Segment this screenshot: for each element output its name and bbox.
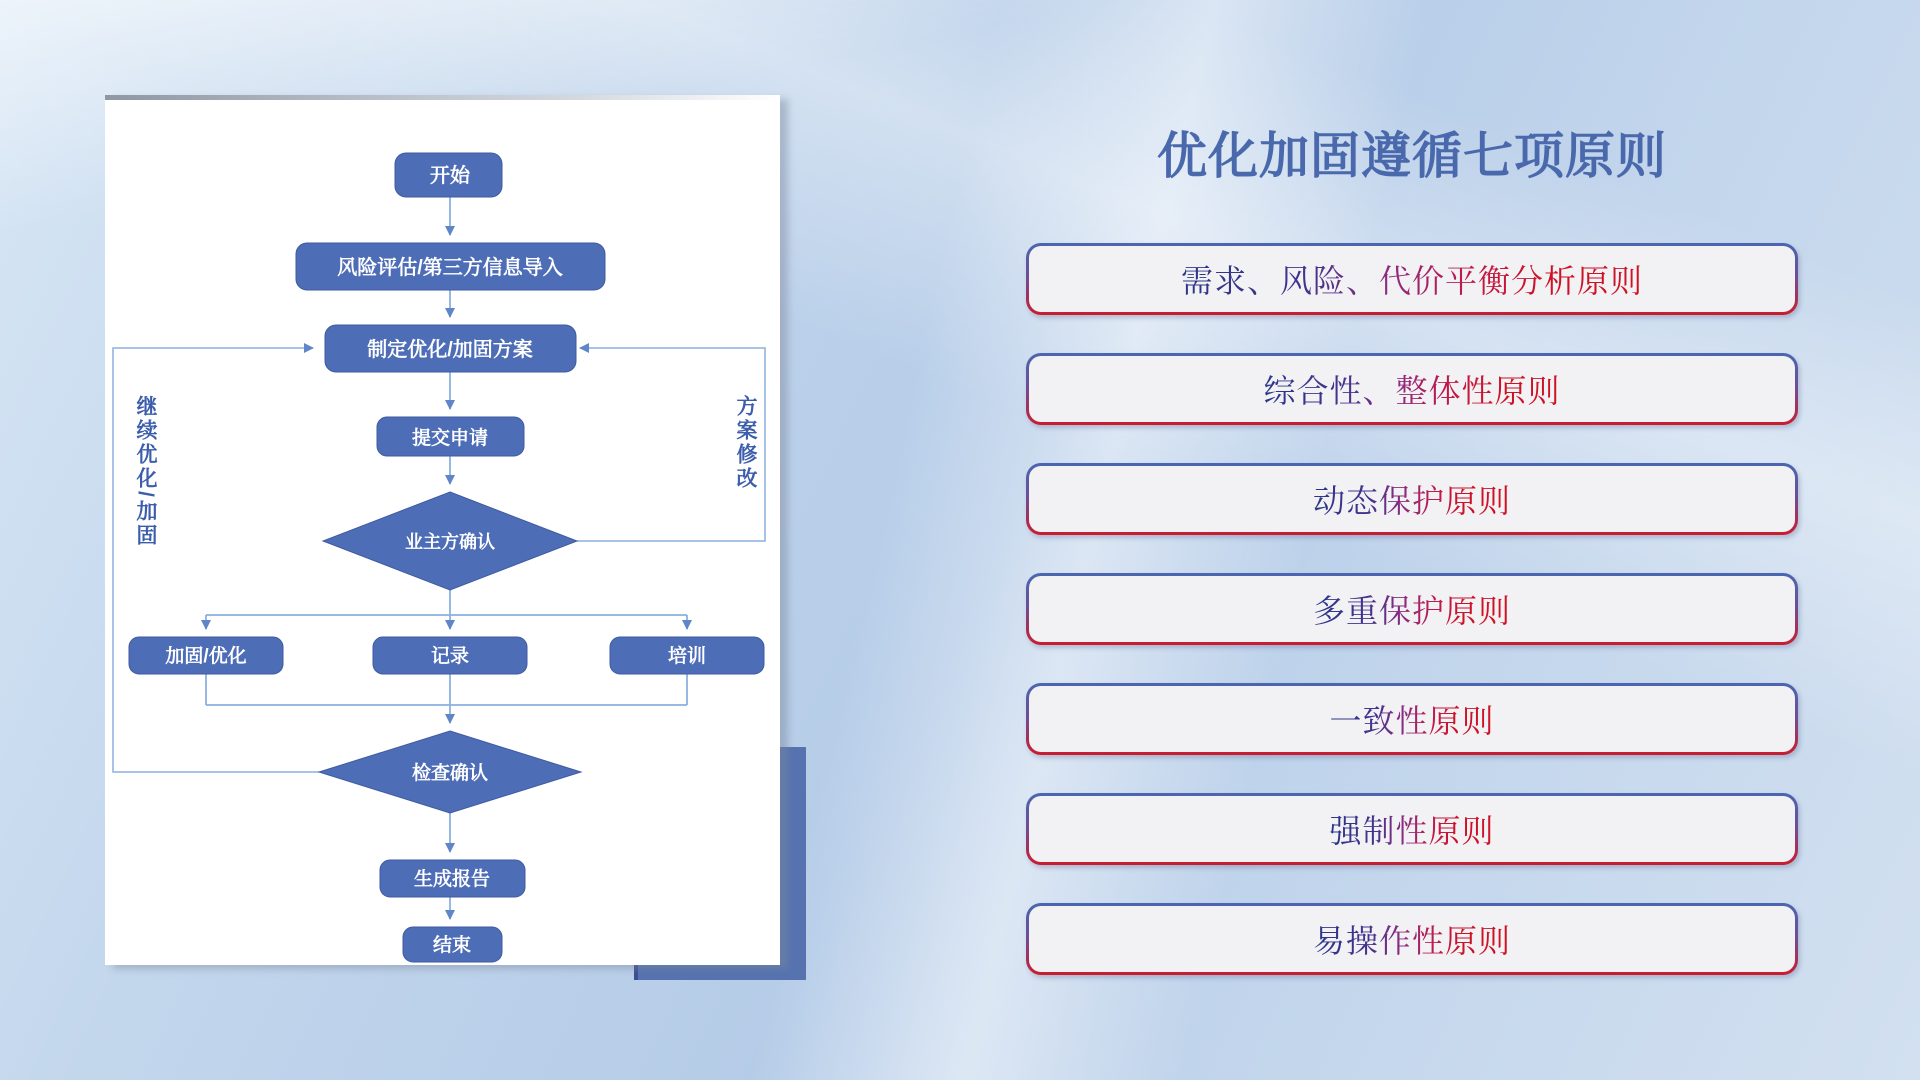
svg-text:加固/优化: 加固/优化: [165, 646, 247, 667]
flow-node-record: [373, 637, 527, 674]
loop-label-continue-optimize: 继续优化/加固: [134, 395, 157, 548]
panel-title: 优化加固遵循七项原则: [1157, 128, 1667, 184]
card-top-shadow: [105, 95, 780, 100]
principle-box: [1026, 573, 1798, 645]
principle-box: [1026, 903, 1798, 975]
flow-node-end: [403, 927, 502, 962]
flowchart: [105, 95, 780, 965]
flowchart-card: [105, 95, 780, 965]
principle-text: 需求、风险、代价平衡分析原则: [1181, 256, 1643, 302]
principle-text: 多重保护原则: [1313, 586, 1511, 632]
flow-node-training: [610, 637, 764, 674]
principles-panel: [1026, 243, 1798, 975]
principle-text: 一致性原则: [1329, 696, 1494, 742]
loop-label-plan-revision: 方案修改: [734, 395, 757, 491]
svg-text:生成报告: 生成报告: [413, 869, 491, 890]
svg-text:制定优化/加固方案: 制定优化/加固方案: [367, 339, 533, 361]
principle-box: [1026, 353, 1798, 425]
flow-node-check-confirm: [319, 731, 581, 813]
principle-text: 综合性、整体性原则: [1263, 366, 1560, 412]
svg-text:风险评估/第三方信息导入: 风险评估/第三方信息导入: [337, 257, 563, 279]
svg-text:结束: 结束: [432, 935, 472, 956]
svg-text:业主方确认: 业主方确认: [405, 532, 495, 552]
flow-node-report: [380, 860, 525, 897]
flow-node-harden: [129, 637, 283, 674]
svg-text:检查确认: 检查确认: [411, 763, 489, 784]
principle-text: 强制性原则: [1329, 806, 1494, 852]
principle-box: [1026, 683, 1798, 755]
principle-text: 动态保护原则: [1313, 476, 1511, 522]
principle-box: [1026, 243, 1798, 315]
svg-text:提交申请: 提交申请: [411, 428, 489, 449]
svg-text:开始: 开始: [430, 165, 470, 187]
svg-text:培训: 培训: [667, 646, 707, 667]
principle-box: [1026, 793, 1798, 865]
flow-node-make-plan: [325, 325, 576, 372]
flow-node-risk-import: [296, 243, 605, 290]
principle-box: [1026, 463, 1798, 535]
principle-text: 易操作性原则: [1313, 916, 1511, 962]
svg-text:记录: 记录: [430, 646, 470, 667]
flow-node-start: [395, 153, 502, 197]
flow-node-submit: [377, 417, 524, 456]
flow-node-owner-confirm: [323, 492, 577, 590]
